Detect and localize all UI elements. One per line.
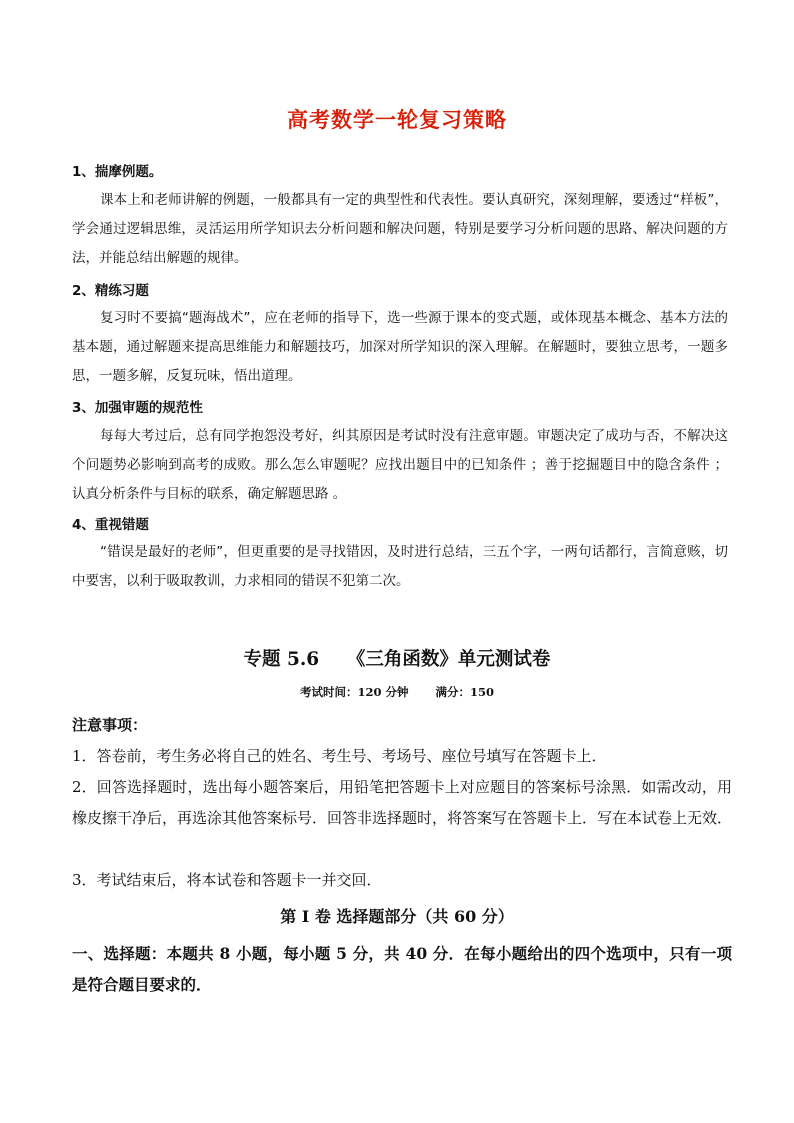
section-body-2: 复习时不要搞“题海战术”，应在老师的指导下，选一些源于课本的变式题，或体现基本概念、基本方法的基本题，通过解题来提高思维能力和解题技巧，加深对所学知识的深入理解。在解题时，要独立思考，一题多思，一题多解，反复玩味，悟出道理。 [72, 310, 728, 384]
notice-item-1: 1．答卷前，考生务必将自己的姓名、考生号、考场号、座位号填写在答题卡上． [72, 747, 607, 765]
section-heading-1: 1、揣摩例题。 [72, 164, 163, 180]
notice-item-2: 2．回答选择题时，选出每小题答案后，用铅笔把答题卡上对应题目的答案标号涂黑．如需改动，用橡皮擦干净后，再选涂其他答案标号．回答非选择题时，将答案写在答题卡上．写在本试卷上无效． [72, 778, 733, 827]
notice-item-3: 3．考试结束后，将本试卷和答题卡一并交回． [72, 871, 382, 889]
exam-title: 专题 5.6 《三角函数》单元测试卷 [243, 649, 551, 670]
section-body-4: “错误是最好的老师”，但更重要的是寻找错因，及时进行总结，三五个字，一两句话都行，言简意赅，切中要害，以利于吸取教训，力求相同的错误不犯第二次。 [72, 544, 728, 589]
choice-section-heading: 一、选择题：本题共 8 小题，每小题 5 分，共 40 分．在每小题给出的四个选项中，只有一项是符合题目要求的． [72, 944, 732, 994]
notice-heading: 注意事项： [72, 716, 148, 734]
section-body-3: 每每大考过后，总有同学抱怨没考好，纠其原因是考试时没有注意审题。审题决定了成功与否，不解决这个问题势必影响到高考的成败。那么怎么审题呢？应找出题目中的已知条件 ；善于挖掘题目中的隐含条件 ；认真分析条件与目标的联系，确定解题思路 。 [72, 428, 728, 502]
exam-time-score: 考试时间：120 分钟 满分：150 [299, 685, 495, 699]
section-heading-4: 4、重视错题 [72, 517, 149, 533]
part-title: 第 I 卷 选择题部分（共 60 分） [280, 907, 514, 926]
section-body-1: 课本上和老师讲解的例题，一般都具有一定的典型性和代表性。要认真研究，深刻理解，要透过“样板”，学会通过逻辑思维，灵活运用所学知识去分析问题和解决问题，特别是要学习分析问题的思路、解决问题的方法，并能总结出解题的规律。 [72, 192, 728, 266]
section-heading-3: 3、加强审题的规范性 [72, 400, 203, 416]
section-heading-2: 2、精练习题 [72, 283, 149, 299]
document-title: 高考数学一轮复习策略 [287, 108, 507, 132]
